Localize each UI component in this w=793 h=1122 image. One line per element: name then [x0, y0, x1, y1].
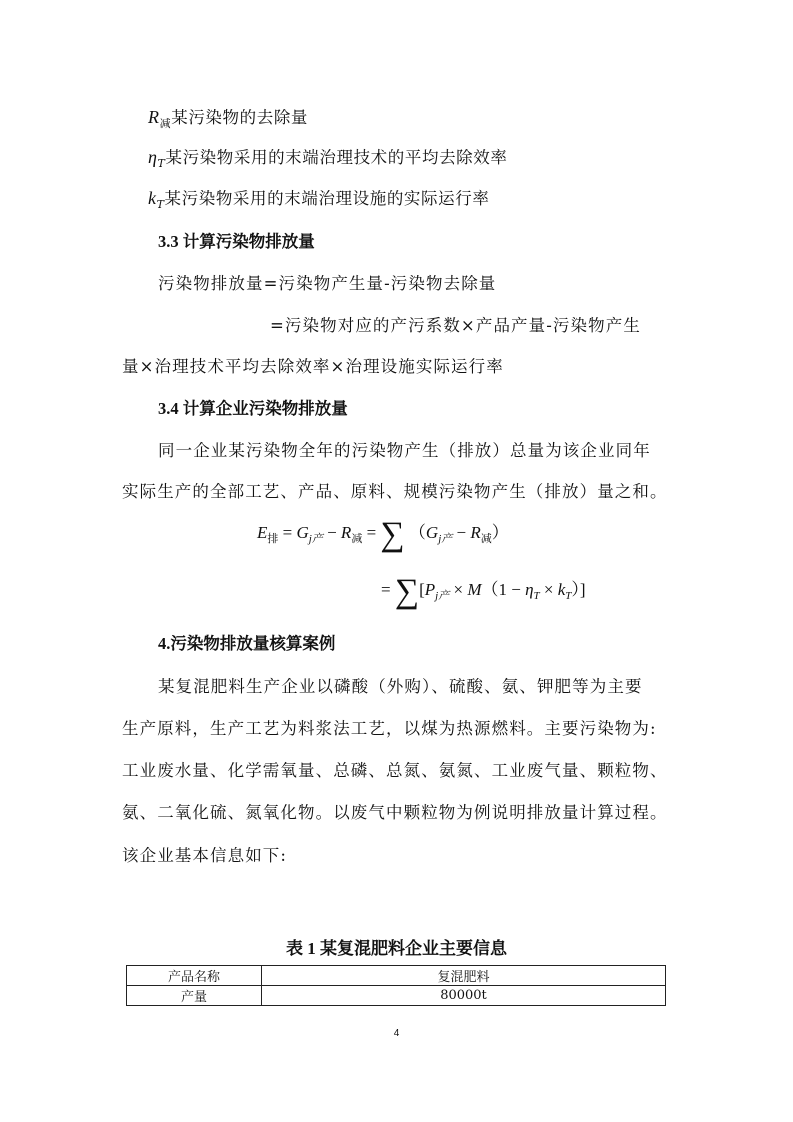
definition-eta-t — [148, 146, 507, 175]
section-3-4-line2: 实际生产的全部工艺、产品、原料、规模污染物产生（排放）量之和。 — [122, 482, 668, 501]
symbol-subscript: 减 — [159, 117, 172, 130]
table-cell-label: 产品名称 — [127, 966, 262, 986]
table-caption: 表 1 某复混肥料企业主要信息 — [286, 939, 507, 958]
table-cell-value: 80000t — [262, 986, 666, 1006]
table-cell-label: 产量 — [127, 986, 262, 1006]
symbol: η — [148, 147, 158, 167]
formula-p: P — [424, 580, 436, 599]
formula-e-sub: 排 — [267, 533, 279, 545]
symbol: k — [148, 188, 157, 208]
section-4-line3: 工业废水量、化学需氧量、总磷、总氮、氨氮、工业废气量、颗粒物、 — [122, 761, 668, 780]
definition-text: 某污染物采用的末端治理技术的平均去除效率 — [165, 148, 508, 167]
formula-eta-sub: T — [533, 590, 540, 602]
formula-eta: η — [525, 580, 534, 599]
section-4-heading: 4.污染物排放量核算案例 — [158, 634, 336, 653]
table-cell-value: 复混肥料 — [262, 966, 666, 986]
section-3-3-line3: 量×治理技术平均去除效率×治理设施实际运行率 — [122, 357, 504, 376]
section-3-3-heading: 3.3 计算污染物排放量 — [158, 232, 315, 251]
formula-line-2: = $\sum[P_{j产} \times M(1 - \eta_T \times k_T)]$ — [381, 573, 586, 610]
definition-r-reduce — [148, 106, 308, 135]
section-4-line1: 某复混肥料生产企业以磷酸（外购）、硫酸、氨、钾肥等为主要 — [158, 677, 643, 696]
formula-k: k — [557, 580, 566, 599]
formula-k-sub: T — [565, 590, 572, 602]
section-3-4-heading: 3.4 计算企业污染物排放量 — [158, 399, 348, 418]
formula-m: M — [467, 580, 482, 599]
definition-k-t — [148, 187, 489, 216]
info-table — [126, 965, 666, 1006]
symbol: R — [148, 107, 160, 127]
definition-text: 某污染物采用的末端治理设施的实际运行率 — [164, 189, 490, 208]
symbol-subscript: T — [157, 157, 166, 170]
sum-symbol: ∑ — [380, 516, 405, 553]
section-4-line4: 氨、二氧化硫、氮氧化物。以废气中颗粒物为例说明排放量计算过程。 — [122, 803, 668, 822]
section-3-3-line2: =污染物对应的产污系数×产品产量-污染物产生 — [270, 316, 641, 335]
sum-symbol: ∑ — [394, 573, 420, 610]
formula-g: G — [296, 523, 309, 542]
definition-text: 某污染物的去除量 — [171, 108, 309, 127]
formula-e: E — [257, 523, 268, 542]
section-4-line5: 该企业基本信息如下: — [122, 846, 288, 865]
table-row — [127, 986, 666, 1006]
page-number: 4 — [393, 1028, 400, 1039]
formula-r-sub: 减 — [351, 533, 363, 545]
table-row — [127, 966, 666, 986]
formula-g-2: G — [425, 523, 439, 542]
formula-g-sub: j产 — [308, 533, 323, 545]
formula-line-1: $E_排 = G_{j产} - R_减$ = ∑ $(G_{j产} - R_减)$ — [257, 516, 509, 553]
formula-g-2-sub: j产 — [438, 533, 453, 545]
section-4-line2: 生产原料，生产工艺为料浆法工艺，以煤为热源燃料。主要污染物为: — [122, 719, 657, 738]
symbol-subscript: T — [156, 198, 165, 211]
section-3-3-line1: 污染物排放量=污染物产生量-污染物去除量 — [158, 274, 497, 293]
formula-r-2: R — [470, 523, 481, 542]
formula-r: R — [340, 523, 352, 542]
formula-r-2-sub: 减 — [480, 533, 492, 545]
section-3-4-line1: 同一企业某污染物全年的污染物产生（排放）总量为该企业同年 — [158, 441, 651, 460]
formula-p-sub: j产 — [435, 590, 450, 602]
formula-one: 1 — [498, 580, 507, 599]
